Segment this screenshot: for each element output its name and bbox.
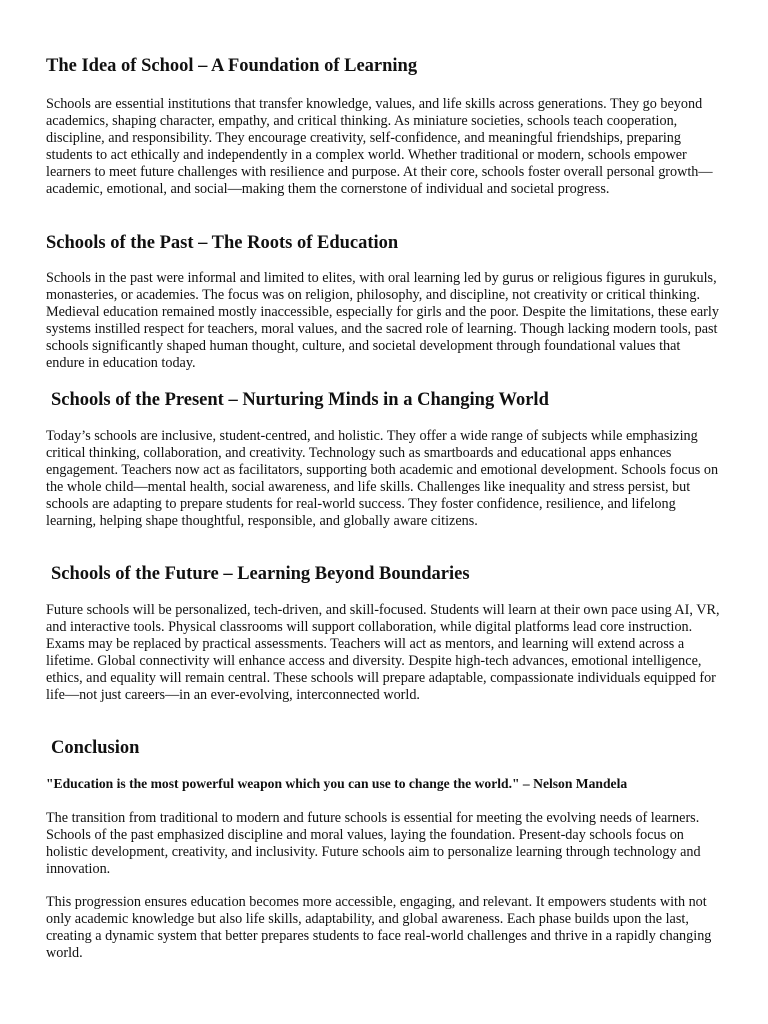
heading-schools-of-the-future: Schools of the Future – Learning Beyond Boundaries — [51, 564, 470, 584]
paragraph-schools-of-the-past: Schools in the past were informal and limited to elites, with oral learning led by gurus or religious figures in gurukuls, monasteries, or academies. The focus was on religion, philosophy, and discipline, not creativity or critical thinking. Medieval education remained mostly inaccessible, especially for girls and the poor. Despite the limitations, these early systems instilled respect for teachers, moral values, and the sacred role of learning. Though lacking modern tools, past schools significantly shaped human thought, culture, and societal development through foundational values that endure in education today. — [46, 270, 719, 371]
paragraph-conclusion-1: The transition from traditional to modern and future schools is essential for meeting the evolving needs of learners. Schools of the past emphasized discipline and moral values, laying the foundation. Present-day schools focus on holistic development, creativity, and inclusivity. Future schools aim to personalize learning through technology and innovation. — [46, 810, 701, 877]
heading-conclusion: Conclusion — [51, 738, 140, 758]
paragraph-conclusion-2: This progression ensures education becomes more accessible, engaging, and relevant. It empowers students with not only academic knowledge but also life skills, adaptability, and global awareness. Each phase builds upon the last, creating a dynamic system that better prepares students to face real-world challenges and thrive in a rapidly changing world. — [46, 894, 712, 961]
paragraph-idea-of-school: Schools are essential institutions that transfer knowledge, values, and life skills across generations. They go beyond academics, shaping character, empathy, and critical thinking. As miniature societies, schools teach cooperation, discipline, and responsibility. They encourage creativity, self-confidence, and meaningful friendships, preparing students to act ethically and independently in a complex world. Whether traditional or modern, schools empower learners to meet future challenges with resilience and purpose. At their core, schools foster overall personal growth—academic, emotional, and social—making them the cornerstone of individual and societal progress. — [46, 96, 713, 197]
heading-idea-of-school: The Idea of School – A Foundation of Learning — [46, 56, 418, 76]
paragraph-schools-of-the-future: Future schools will be personalized, tech-driven, and skill-focused. Students will learn at their own pace using AI, VR, and interactive tools. Physical classrooms will support collaboration, while digital platforms lead core instruction. Exams may be replaced by practical assessments. Teachers will act as mentors, and learning will extend across a lifetime. Global connectivity will enhance access and diversity. Despite high-tech advances, emotional intelligence, ethics, and equality will remain central. These schools will prepare adaptable, compassionate individuals equipped for life—not just careers—in an ever-evolving, interconnected world. — [46, 602, 720, 703]
heading-schools-of-the-past: Schools of the Past – The Roots of Education — [46, 233, 399, 253]
heading-schools-of-the-present: Schools of the Present – Nurturing Minds in a Changing World — [51, 390, 549, 410]
paragraph-schools-of-the-present: Today’s schools are inclusive, student-centred, and holistic. They offer a wide range of subjects while emphasizing critical thinking, collaboration, and creativity. Technology such as smartboards and educational apps enhances engagement. Teachers now act as facilitators, supporting both academic and emotional development. Schools focus on the whole child—mental health, social awareness, and life skills. Challenges like inequality and stress persist, but schools are adapting to prepare students for real-world success. They foster confidence, resilience, and lifelong learning, helping shape thoughtful, responsible, and globally aware citizens. — [46, 428, 719, 529]
mandela-quote: "Education is the most powerful weapon which you can use to change the world." – Nelson Mandela — [46, 776, 628, 791]
